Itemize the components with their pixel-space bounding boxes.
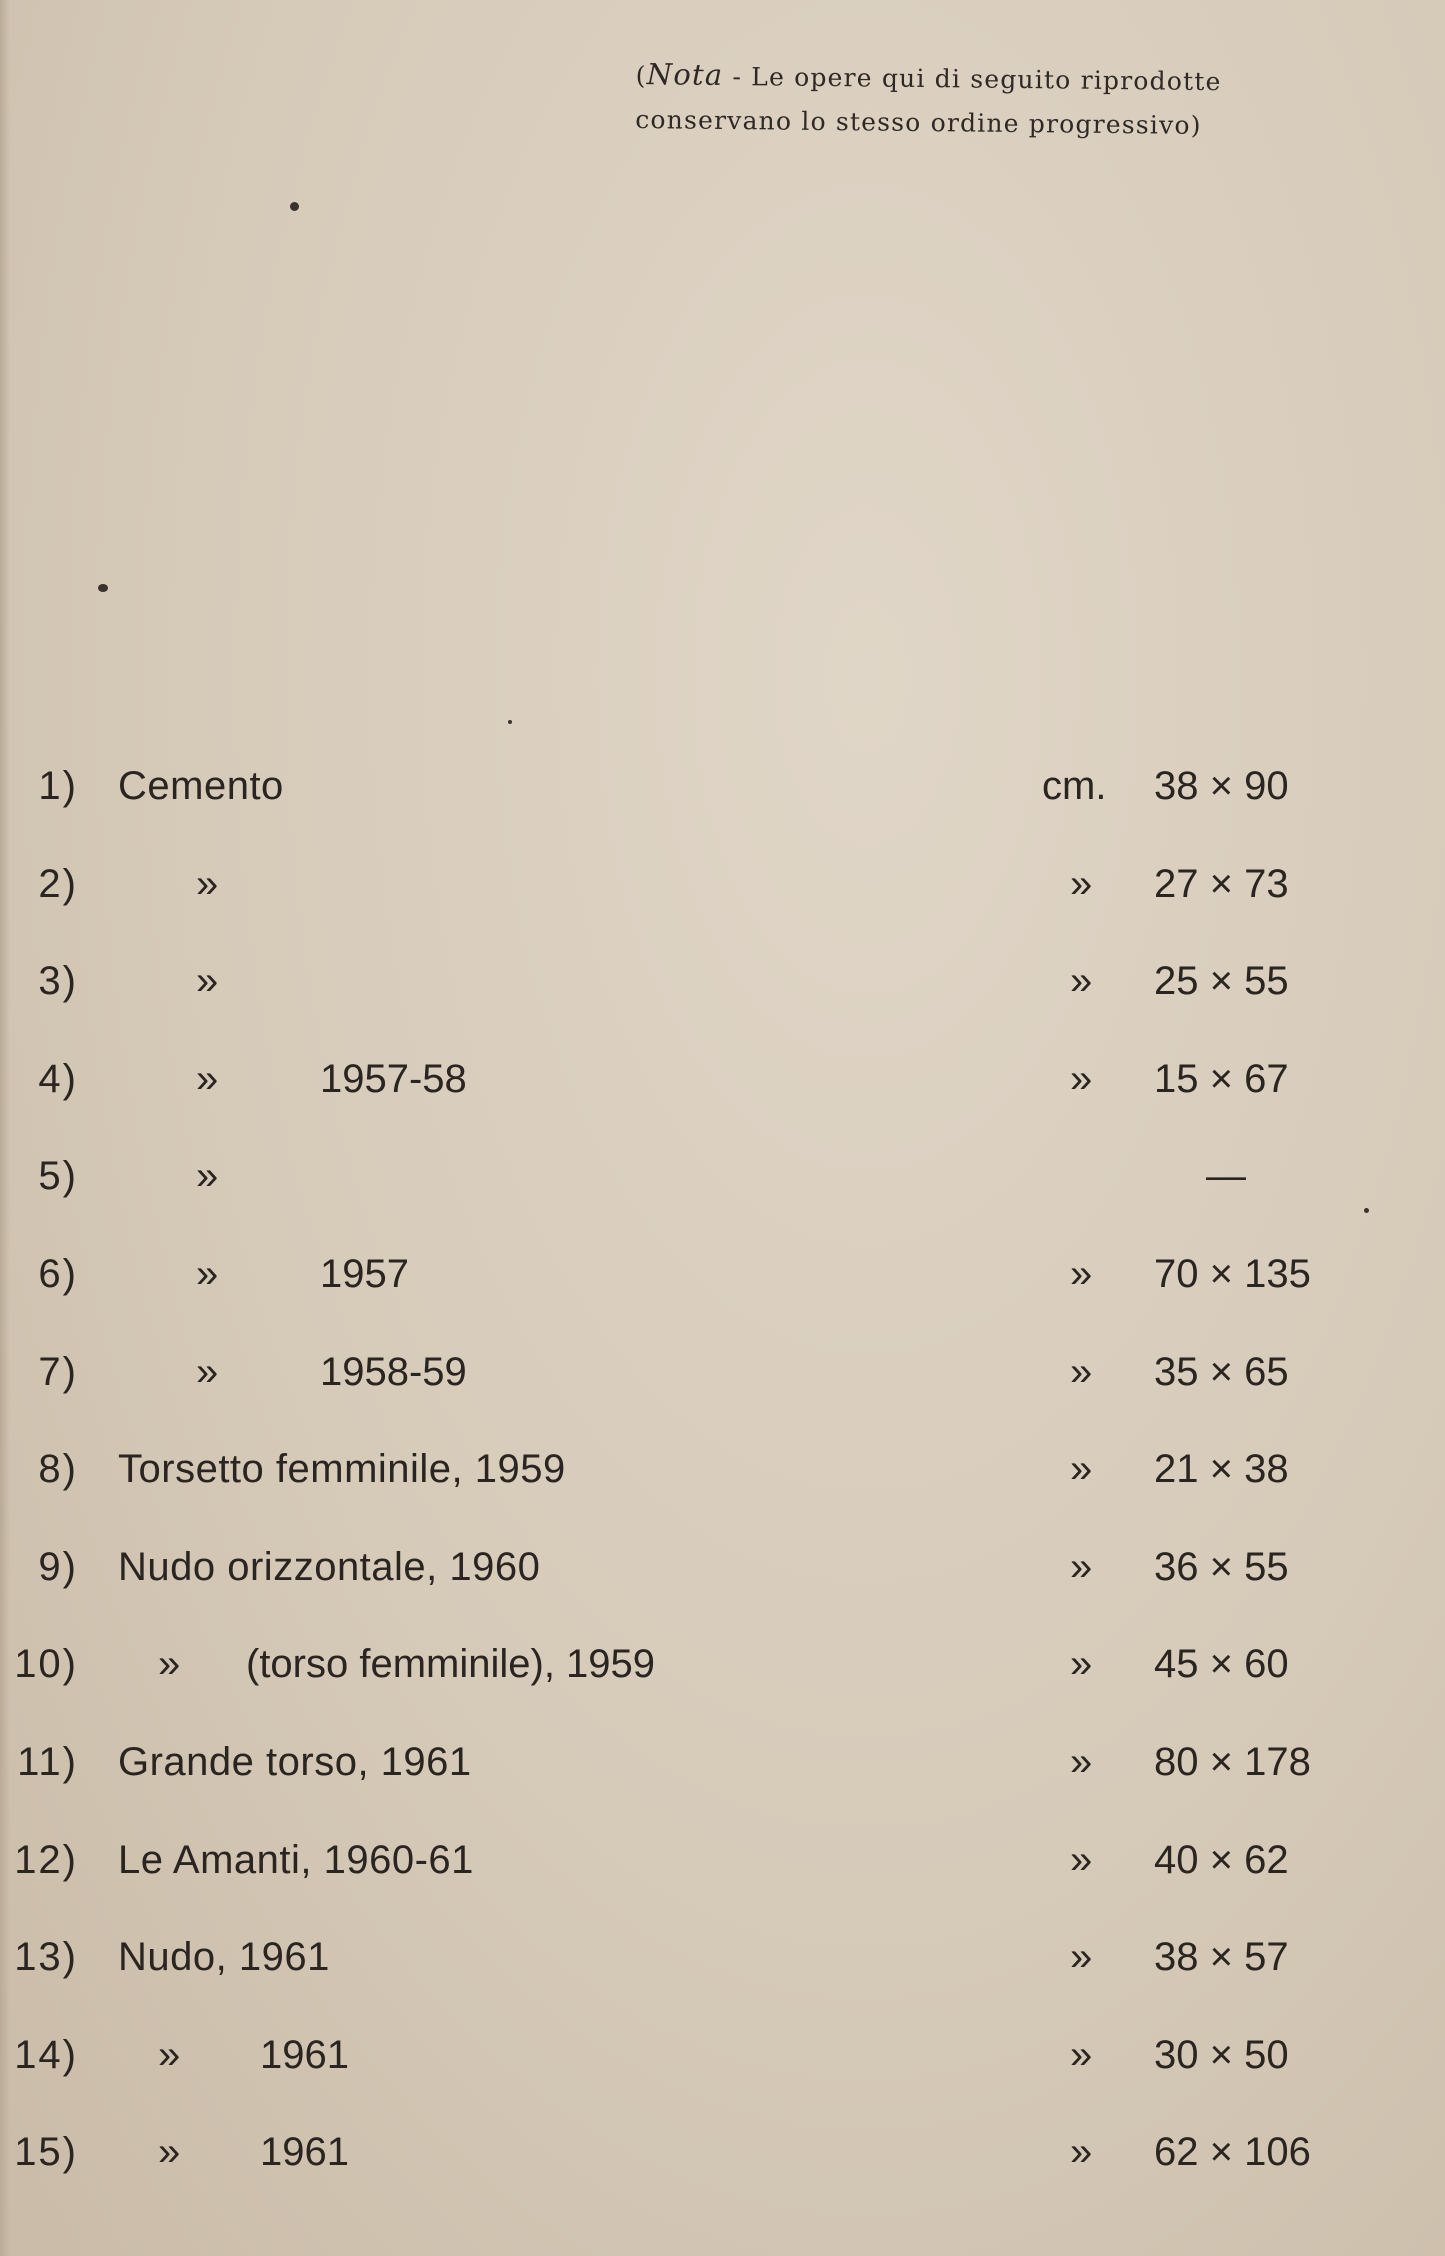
item-title: » [196,1251,219,1296]
note-line-1-text: - Le opere qui di seguito riprodotte [723,61,1222,97]
item-number: 7) [38,1349,78,1394]
list-item [0,1338,1445,1436]
list-item [0,947,1445,1045]
item-unit: » [1070,1544,1093,1589]
item-dimensions: 30 × 50 [1154,2032,1289,2077]
item-number: 4) [38,1056,78,1101]
item-title: » [158,1642,181,1687]
item-dimensions: 27 × 73 [1154,861,1289,906]
note-line-2: conservano lo stesso ordine progressivo) [635,104,1202,140]
item-year: (torso femminile), 1959 [246,1642,656,1687]
works-list [0,752,1445,2216]
item-dimensions: 25 × 55 [1154,959,1289,1004]
note-open-paren: ( [635,60,647,91]
item-title: » [158,2130,181,2175]
paper-speck [290,202,299,211]
item-dimensions: 70 × 135 [1154,1251,1311,1296]
item-number: 14) [14,2032,78,2077]
list-item [0,2118,1445,2216]
note-emphasis: Nota [646,57,724,92]
item-number: 5) [38,1154,78,1199]
list-item [0,1045,1445,1143]
item-title: » [158,2032,181,2077]
item-unit: cm. [1042,764,1107,808]
list-item [0,1142,1445,1240]
list-item [0,1923,1445,2021]
item-year: 1961 [260,2032,349,2077]
item-title: Torsetto femminile, 1959 [118,1447,566,1492]
item-unit: » [1070,959,1093,1004]
item-unit: » [1070,2032,1093,2077]
item-unit: » [1070,1056,1093,1101]
item-number: 1) [38,764,78,808]
item-title: » [196,1056,219,1101]
item-unit: » [1070,1837,1093,1882]
item-title: Cemento [118,764,284,808]
item-number: 9) [38,1544,78,1589]
item-dimensions: 21 × 38 [1154,1447,1289,1492]
item-unit: » [1070,1349,1093,1394]
item-title: Nudo, 1961 [118,1935,330,1980]
list-item [0,2021,1445,2119]
item-number: 8) [38,1447,78,1492]
item-unit: » [1070,1739,1093,1784]
item-unit: » [1070,1251,1093,1296]
item-number: 15) [14,2130,78,2175]
item-title: » [196,1154,219,1199]
item-year: 1961 [260,2130,349,2175]
item-number: 10) [14,1642,78,1687]
item-dimensions: 45 × 60 [1154,1642,1289,1687]
list-item [0,850,1445,948]
item-number: 6) [38,1251,78,1296]
list-item [0,1533,1445,1631]
item-title: Grande torso, 1961 [118,1739,472,1784]
item-unit: » [1070,1447,1093,1492]
item-number: 2) [38,861,78,906]
item-dimensions: 62 × 106 [1154,2130,1311,2175]
list-item [0,1728,1445,1826]
list-item [0,1630,1445,1728]
note-block [635,52,1296,149]
list-item [0,752,1445,850]
list-item [0,1435,1445,1533]
item-number: 13) [14,1935,78,1980]
item-title: Nudo orizzontale, 1960 [118,1544,541,1589]
item-title: » [196,959,219,1004]
item-year: 1957-58 [320,1056,467,1101]
item-year: 1958-59 [320,1349,467,1394]
item-number: 12) [14,1837,78,1882]
item-title: » [196,1349,219,1394]
item-title: » [196,861,219,906]
item-unit: » [1070,2130,1093,2175]
item-dimensions: 36 × 55 [1154,1544,1289,1589]
item-unit: » [1070,861,1093,906]
paper-speck [98,584,108,592]
note-line-1 [636,52,1296,105]
item-number: 11) [17,1739,78,1784]
item-dimensions: 15 × 67 [1154,1056,1289,1101]
item-dimensions: 38 × 57 [1154,1935,1289,1980]
item-unit: » [1070,1935,1093,1980]
paper-speck [508,720,512,724]
item-dimensions: 38 × 90 [1154,764,1289,808]
item-dimensions: 40 × 62 [1154,1837,1289,1882]
item-number: 3) [38,959,78,1004]
item-unit: » [1070,1642,1093,1687]
item-dimensions: 35 × 65 [1154,1349,1289,1394]
item-year: 1957 [320,1251,409,1296]
item-title: Le Amanti, 1960-61 [118,1837,474,1882]
list-item [0,1240,1445,1338]
list-item [0,1826,1445,1924]
item-dimensions: 80 × 178 [1154,1739,1311,1784]
item-dimensions: — [1206,1154,1246,1199]
